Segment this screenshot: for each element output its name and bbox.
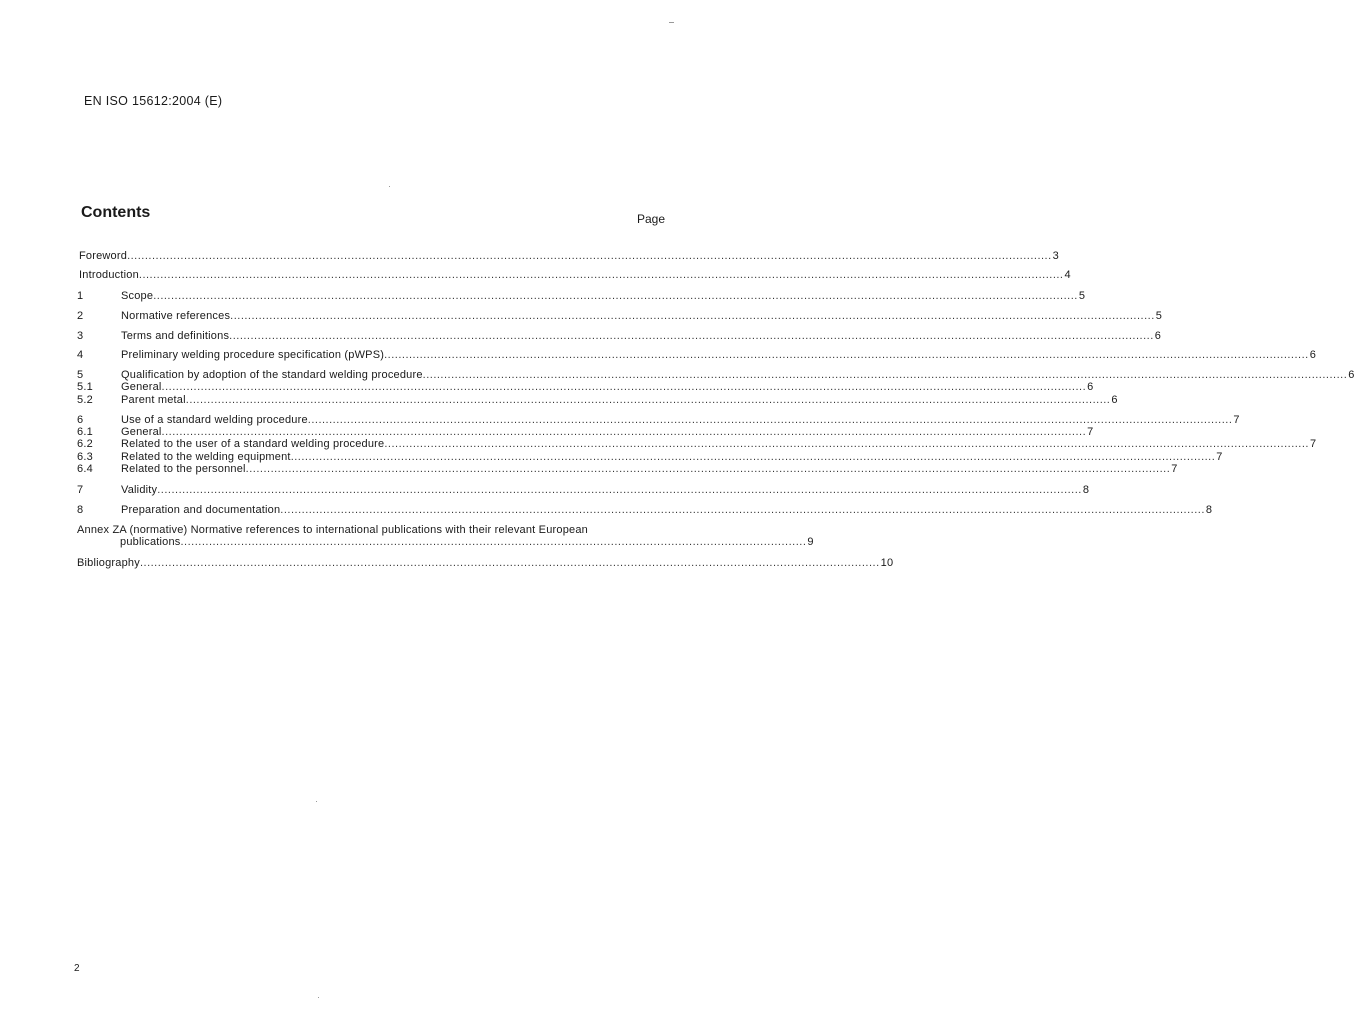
footer-page-number: 2 <box>74 963 80 974</box>
toc-entry-label: Terms and definitions <box>121 330 230 342</box>
document-id-header: EN ISO 15612:2004 (E) <box>84 94 223 108</box>
toc-entry-page: 7 <box>1216 451 1223 463</box>
toc-entry[interactable] <box>77 426 1094 438</box>
leader-dots: .................................................................................................................................................................................................................................................................... <box>157 484 1082 496</box>
leader-dots: .................................................................................................................................................................................................................................................................... <box>307 414 1233 426</box>
toc-entry-label: Validity <box>121 484 158 496</box>
contents-title: Contents <box>81 204 151 221</box>
toc-entry-page: 4 <box>1064 269 1071 281</box>
toc-entry-number: 6.1 <box>77 426 93 438</box>
toc-entry-number: 5.2 <box>77 394 93 406</box>
toc-entry-label: Bibliography <box>77 557 140 569</box>
toc-entry-page: 8 <box>1082 484 1090 496</box>
toc-entry-page: 7 <box>1087 426 1094 438</box>
toc-entry-label: General <box>121 381 162 393</box>
toc-entry-page: 8 <box>1205 504 1213 516</box>
toc-entry-page: 10 <box>880 557 894 569</box>
scan-speck <box>318 997 319 998</box>
toc-entry-label: Use of a standard welding procedure <box>121 414 308 426</box>
toc-entry-number: 6.3 <box>77 451 93 463</box>
toc-entry-page: 6 <box>1309 349 1317 361</box>
toc-entry-label: Related to the welding equipment <box>121 451 291 463</box>
toc-entry-label: Foreword <box>79 250 128 262</box>
toc-entry-label: Preparation and documentation <box>121 504 281 516</box>
toc-entry-page: 9 <box>807 536 814 548</box>
leader-dots: .................................................................................................................................................................................................................................................................... <box>290 451 1216 463</box>
leader-dots: .................................................................................................................................................................................................................................................................... <box>153 290 1078 302</box>
leader-dots: .................................................................................................................................................................................................................................................................... <box>384 349 1309 361</box>
toc-entry-number: 3 <box>77 330 84 342</box>
toc-entry[interactable] <box>77 394 1118 406</box>
toc-entry-label: Related to the user of a standard welding procedure <box>121 438 385 450</box>
toc-entry-page: 7 <box>1171 463 1178 475</box>
toc-entry[interactable] <box>77 451 1223 463</box>
toc-entry-number: 1 <box>77 290 84 302</box>
annex-za-title: Annex ZA (normative) Normative references to international publications with their relevant European <box>77 524 588 536</box>
toc-entry[interactable] <box>77 381 1094 393</box>
leader-dots: .................................................................................................................................................................................................................................................................... <box>138 269 1064 281</box>
toc-entry-annex-za[interactable] <box>120 536 814 548</box>
toc-entry-page: 6 <box>1111 394 1118 406</box>
leader-dots: ................................................................................................................................................................................ <box>180 536 807 548</box>
leader-dots: .................................................................................................................................................................................................................................................................... <box>280 504 1205 516</box>
toc-entry-page: 6 <box>1154 330 1162 342</box>
toc-entry-number: 2 <box>77 310 84 322</box>
leader-dots: .................................................................................................................................................................................................................................................................... <box>230 310 1155 322</box>
scan-speck <box>389 186 390 187</box>
scan-speck <box>669 22 674 23</box>
toc-entry-number: 6.2 <box>77 438 93 450</box>
toc-entry-page: 5 <box>1155 310 1163 322</box>
toc-entry-label: publications <box>120 536 181 548</box>
toc-entry-page: 7 <box>1309 438 1317 450</box>
toc-entry[interactable] <box>77 484 1090 496</box>
toc-entry[interactable] <box>77 438 1317 450</box>
toc-entry[interactable] <box>77 369 1355 381</box>
toc-entry[interactable] <box>77 504 1213 516</box>
toc-entry-number: 6.4 <box>77 463 93 475</box>
toc-entry-label: Normative references <box>121 310 231 322</box>
toc-entry[interactable] <box>79 269 1071 281</box>
toc-entry[interactable] <box>77 290 1086 302</box>
toc-entry-number: 8 <box>77 504 84 516</box>
toc-entry-number: 5.1 <box>77 381 93 393</box>
leader-dots: .................................................................................................................................................................................................................................................................... <box>127 250 1052 262</box>
toc-entry[interactable] <box>77 330 1162 342</box>
leader-dots: ................................................................................................................................................................................................................ <box>139 557 880 569</box>
toc-entry-label: Parent metal <box>121 394 186 406</box>
leader-dots: .................................................................................................................................................................................................................................................................... <box>422 369 1348 381</box>
toc-entry-label: Qualification by adoption of the standard welding procedure <box>121 369 423 381</box>
toc-entry[interactable] <box>77 414 1240 426</box>
leader-dots: .................................................................................................................................................................................................................................................................... <box>161 381 1087 393</box>
leader-dots: .................................................................................................................................................................................................................................................................... <box>161 426 1087 438</box>
toc-entry[interactable] <box>79 250 1059 262</box>
leader-dots: .................................................................................................................................................................................................................................................................... <box>229 330 1154 342</box>
toc-entry-number: 5 <box>77 369 84 381</box>
toc-entry-number: 6 <box>77 414 84 426</box>
scan-speck <box>316 801 317 802</box>
toc-entry-page: 6 <box>1087 381 1094 393</box>
toc-entry-page: 5 <box>1078 290 1086 302</box>
toc-entry[interactable] <box>77 463 1178 475</box>
toc-entry[interactable] <box>77 349 1317 361</box>
toc-entry-label: Preliminary welding procedure specification (pWPS) <box>121 349 385 361</box>
leader-dots: .................................................................................................................................................................................................................................................................... <box>185 394 1111 406</box>
toc-entry-label: Introduction <box>79 269 139 281</box>
toc-entry-number: 7 <box>77 484 84 496</box>
toc-entry-page: 7 <box>1233 414 1240 426</box>
toc-entry-label: Related to the personnel <box>121 463 246 475</box>
page-column-label: Page <box>637 212 666 226</box>
toc-entry[interactable] <box>77 310 1163 322</box>
toc-entry-page: 6 <box>1348 369 1355 381</box>
toc-entry-page: 3 <box>1052 250 1059 262</box>
leader-dots: .................................................................................................................................................................................................................................................................... <box>245 463 1171 475</box>
toc-entry-bibliography[interactable] <box>77 557 894 569</box>
toc-entry-label: Scope <box>121 290 154 302</box>
toc-entry-number: 4 <box>77 349 84 361</box>
toc-entry-label: General <box>121 426 162 438</box>
leader-dots: .................................................................................................................................................................................................................................................................... <box>384 438 1309 450</box>
